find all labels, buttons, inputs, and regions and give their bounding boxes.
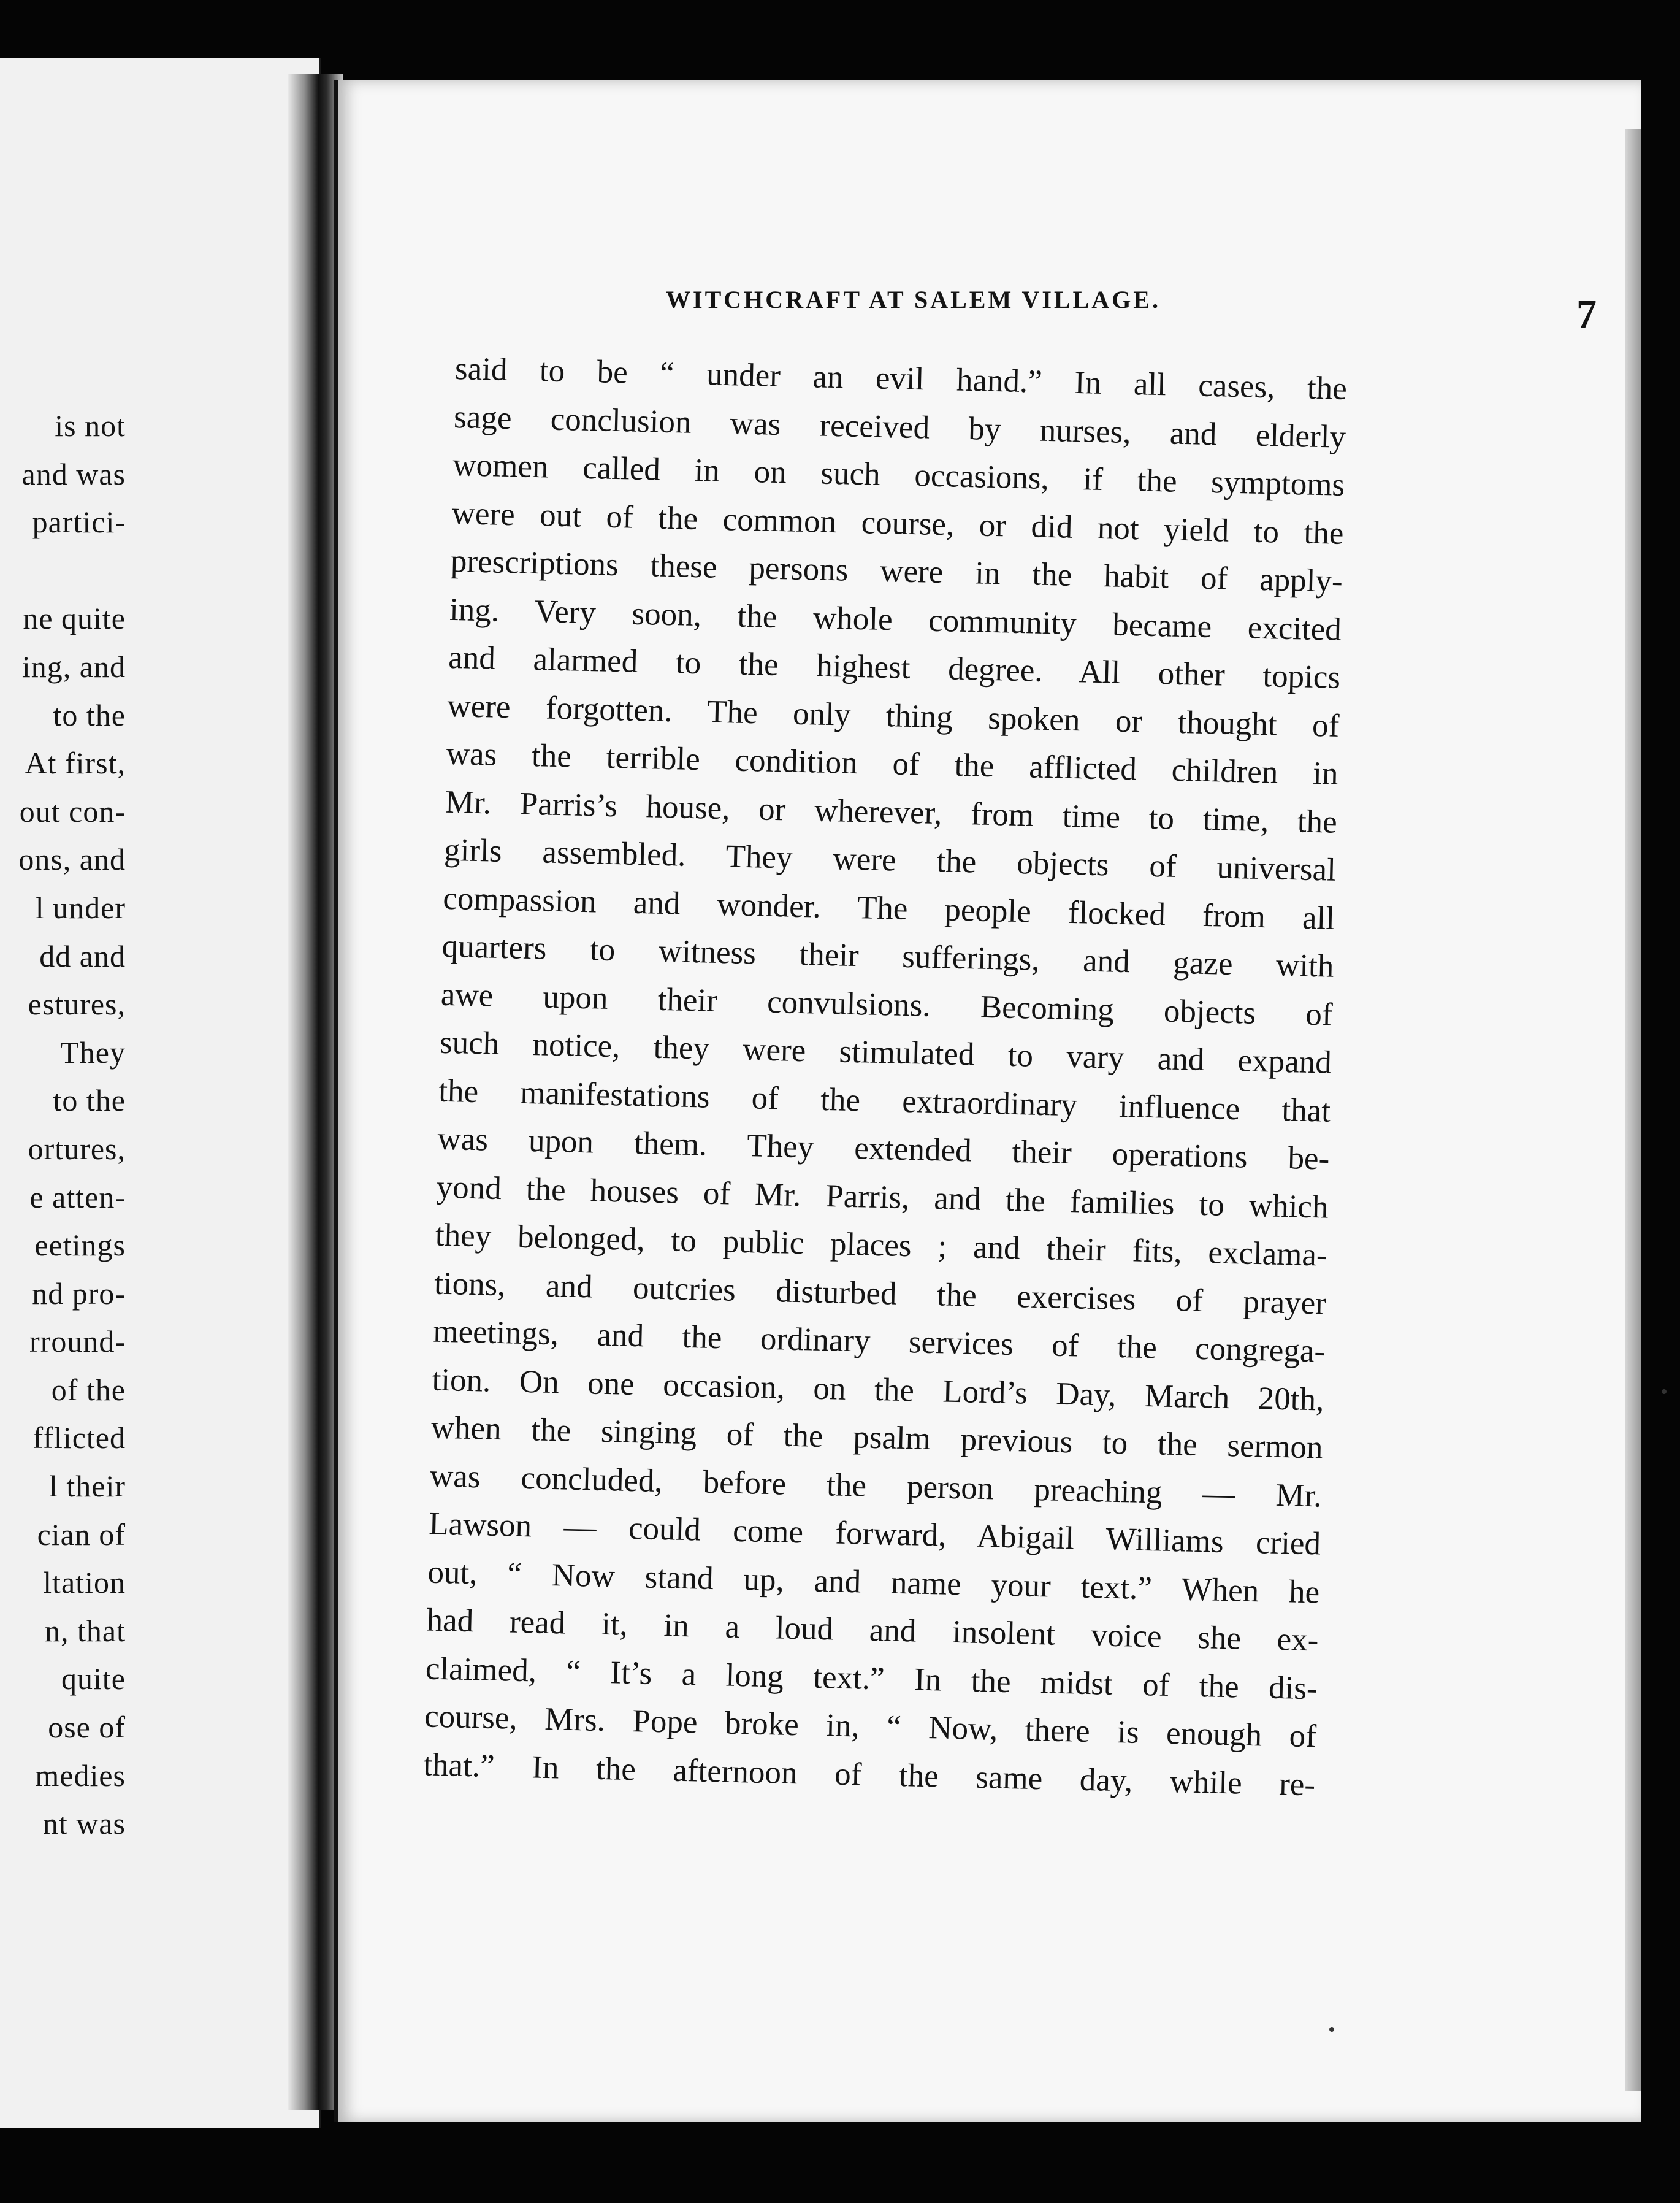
left-page-fragment-line: rround- xyxy=(29,1324,126,1359)
body-line: were forgotten. The only thing spoken or thought of xyxy=(446,688,1340,744)
left-page-fragment-line: nd pro- xyxy=(32,1276,126,1311)
body-line: said to be “ under an evil hand.” In all cases, the xyxy=(454,350,1348,407)
left-page-fragment-line: e atten- xyxy=(29,1179,126,1214)
left-page-fragment-line: quite xyxy=(61,1661,126,1696)
body-line: compassion and wonder. The people flocked from all xyxy=(442,880,1335,937)
body-line: they belonged, to public places ; and their fits, exclama- xyxy=(435,1217,1328,1273)
left-page-fragment-line: out con- xyxy=(19,794,126,829)
left-page-fragment-line: nt was xyxy=(42,1806,126,1841)
body-line: was upon them. They extended their operations be- xyxy=(437,1121,1330,1177)
left-page-fragment-line: l their xyxy=(48,1469,126,1504)
left-page-fragment-line: ons, and xyxy=(18,842,126,877)
body-line: women called in on such occasions, if the symptoms xyxy=(452,446,1345,503)
body-line: that.” In the afternoon of the same day, while re- xyxy=(422,1746,1316,1803)
body-text xyxy=(423,345,1348,1809)
left-page-fragment-line: estures, xyxy=(28,987,126,1022)
left-page-fragment-line: l under xyxy=(35,890,126,925)
body-line: was the terrible condition of the afflicted children in xyxy=(446,735,1339,792)
left-page-fragment-line: to the xyxy=(53,697,126,732)
scan-speck xyxy=(1329,2027,1334,2032)
left-page-fragment-line: ne quite xyxy=(23,601,126,636)
body-line: had read it, in a loud and insolent voice she ex- xyxy=(426,1602,1319,1658)
left-page-fragment-line: They xyxy=(60,1035,126,1070)
body-line: when the singing of the psalm previous to the sermon xyxy=(430,1409,1324,1466)
body-line: tions, and outcries disturbed the exercises of prayer xyxy=(433,1265,1327,1322)
body-line: claimed, “ It’s a long text.” In the midst of the dis- xyxy=(425,1650,1318,1706)
left-page-fragment-line xyxy=(0,546,126,595)
scan-speck xyxy=(1662,1389,1667,1394)
body-line: prescriptions these persons were in the habit of apply- xyxy=(450,543,1343,599)
left-page-fragment-line: ing, and xyxy=(21,649,126,684)
left-page-fragment-line: n, that xyxy=(45,1613,126,1648)
body-line: awe upon their convulsions. Becoming objects of xyxy=(440,976,1334,1033)
left-page-fragment-line: cian of xyxy=(37,1517,126,1552)
page-edge xyxy=(1625,129,1641,2091)
left-page-text-fragments xyxy=(0,402,126,1848)
right-page xyxy=(334,80,1641,2122)
body-line: and alarmed to the highest degree. All other topics xyxy=(448,639,1341,695)
body-line: such notice, they were stimulated to vary and expand xyxy=(439,1024,1332,1081)
body-line: course, Mrs. Pope broke in, “ Now, there is enough of xyxy=(424,1698,1317,1755)
left-page-fragment-line: fflicted xyxy=(32,1420,126,1455)
body-line: Lawson — could come forward, Abigail Williams cried xyxy=(428,1506,1321,1562)
left-page-fragment-line: of the xyxy=(51,1372,126,1407)
left-page-fragment-line: dd and xyxy=(39,938,126,973)
left-page-fragment-line: to the xyxy=(53,1083,126,1118)
left-page-fragment-line: ortures, xyxy=(28,1131,126,1166)
body-line: meetings, and the ordinary services of the congrega- xyxy=(432,1313,1326,1370)
body-line: tion. On one occasion, on the Lord’s Day, March 20th, xyxy=(432,1362,1324,1418)
left-page-fragment-line: and was xyxy=(21,456,126,491)
body-line: yond the houses of Mr. Parris, and the families to which xyxy=(436,1169,1329,1225)
left-page-fragment-line: ltation xyxy=(43,1565,126,1600)
body-line: girls assembled. They were the objects of universal xyxy=(443,832,1337,888)
running-head: WITCHCRAFT AT SALEM VILLAGE. xyxy=(666,286,1161,313)
body-line: out, “ Now stand up, and name your text.” When he xyxy=(427,1554,1320,1610)
body-line: was concluded, before the person preaching — Mr. xyxy=(429,1458,1323,1514)
body-line: the manifestations of the extraordinary influence that xyxy=(438,1073,1331,1129)
body-line: quarters to witness their sufferings, and gaze with xyxy=(441,928,1335,984)
left-page-fragment-line: medies xyxy=(35,1758,126,1793)
body-line: were out of the common course, or did not yield to the xyxy=(451,495,1345,551)
body-line: Mr. Parris’s house, or wherever, from time to time, the xyxy=(445,784,1338,840)
left-page-fragment-line: eetings xyxy=(34,1228,126,1263)
page-number: 7 xyxy=(1576,292,1597,337)
left-page-fragment-line: partici- xyxy=(32,505,126,540)
body-line: sage conclusion was received by nurses, and elderly xyxy=(453,399,1346,455)
left-page-fragment-line: ose of xyxy=(48,1710,126,1745)
body-line: ing. Very soon, the whole community became excited xyxy=(449,591,1342,648)
left-facing-page xyxy=(0,58,321,2128)
left-page-fragment-line: At first, xyxy=(25,746,126,781)
left-page-fragment-line: is not xyxy=(55,408,126,443)
